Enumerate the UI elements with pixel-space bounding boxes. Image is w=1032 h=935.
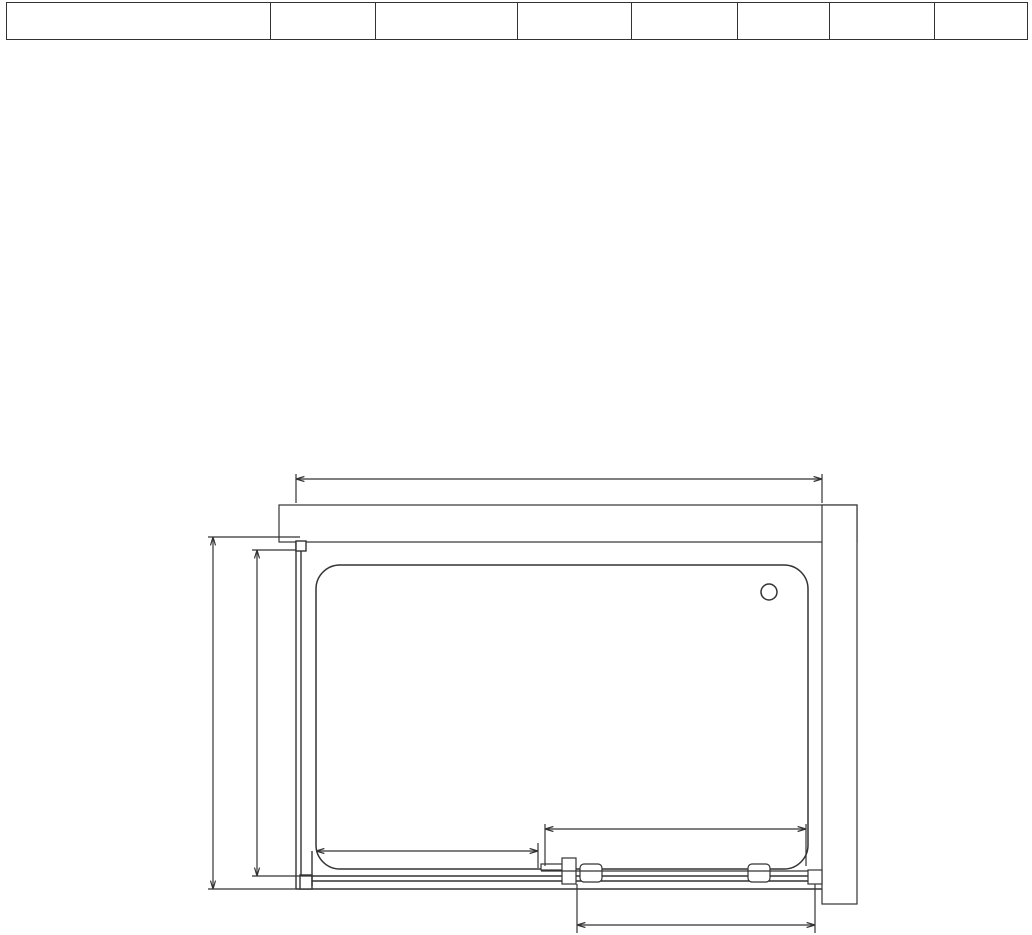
dimension-b xyxy=(208,537,300,889)
dimension-c xyxy=(296,474,822,503)
dimension-d xyxy=(577,884,815,933)
right-wall xyxy=(822,505,857,904)
door-rollers xyxy=(541,858,822,884)
dimension-a xyxy=(252,550,312,876)
drain-icon xyxy=(761,584,777,600)
enclosure-outline xyxy=(296,541,822,889)
top-wall xyxy=(279,505,857,542)
dimension-f xyxy=(316,843,538,868)
dimension-e xyxy=(545,824,806,866)
shower-tray xyxy=(316,565,808,869)
